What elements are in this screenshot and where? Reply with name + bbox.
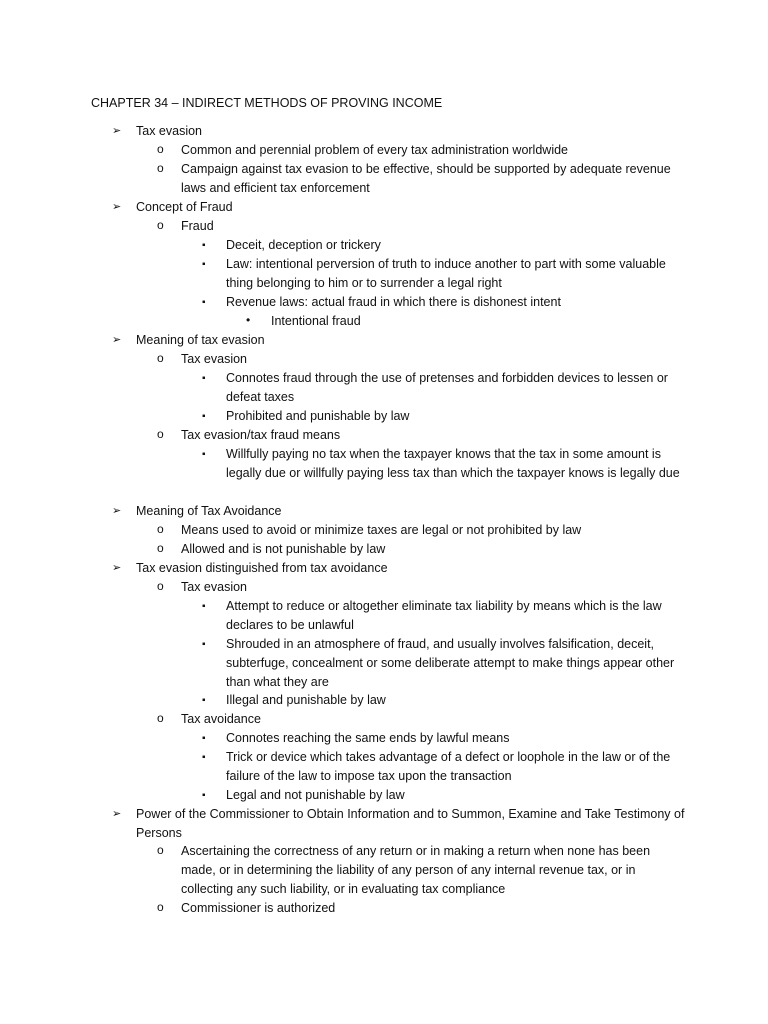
square-bullet-icon: ▪ (202, 240, 206, 251)
square-bullet-icon: ▪ (202, 297, 206, 308)
circle-bullet-icon: o (157, 351, 164, 365)
outline-item-level1 (157, 141, 681, 160)
outline-item-text: Connotes reaching the same ends by lawful means (226, 731, 510, 745)
arrow-bullet-icon: ➢ (112, 334, 122, 346)
outline-item-text: Common and perennial problem of every tax administration worldwide (181, 143, 568, 157)
outline-item-level2 (202, 729, 686, 748)
outline-item-text: Tax evasion (181, 580, 248, 594)
circle-bullet-icon: o (157, 522, 164, 536)
outline-item-text: Willfully paying no tax when the taxpayer knows that the tax in some amount is legally due or willfully paying less tax than which the taxpayer knows is legally due (226, 447, 680, 480)
square-bullet-icon: ▪ (202, 259, 206, 270)
circle-bullet-icon: o (157, 218, 164, 232)
outline-item-text: Concept of Fraud (136, 200, 233, 214)
outline-item-text: Connotes fraud through the use of pretenses and forbidden devices to lessen or defeat taxes (226, 371, 668, 404)
outline-item-level1 (157, 217, 681, 236)
outline-item-text: Campaign against tax evasion to be effective, should be supported by adequate revenue laws and efficient tax enforcement (181, 162, 671, 195)
circle-bullet-icon: o (157, 900, 164, 914)
square-bullet-icon: ▪ (202, 733, 206, 744)
circle-bullet-icon: o (157, 142, 164, 156)
square-bullet-icon: ▪ (202, 373, 206, 384)
outline-item-level1 (157, 540, 681, 559)
outline-item-level1 (157, 521, 681, 540)
square-bullet-icon: ▪ (202, 695, 206, 706)
outline-item-text: Attempt to reduce or altogether eliminate tax liability by means which is the law declares to be unlawful (226, 599, 662, 632)
outline-item-text: Allowed and is not punishable by law (181, 542, 386, 556)
square-bullet-icon: ▪ (202, 790, 206, 801)
outline-item-level0 (112, 122, 696, 141)
outline-item-text: Commissioner is authorized (181, 901, 336, 915)
outline-item-level2 (202, 236, 686, 255)
outline-item-level1 (157, 842, 681, 899)
outline-item-text: Tax evasion (181, 352, 248, 366)
circle-bullet-icon: o (157, 161, 164, 175)
arrow-bullet-icon: ➢ (112, 201, 122, 213)
outline-item-level2 (202, 691, 686, 710)
outline-item-level0 (112, 805, 696, 843)
square-bullet-icon: ▪ (202, 411, 206, 422)
outline-item-text: Fraud (181, 219, 214, 233)
outline-item-level1 (157, 899, 681, 918)
outline-item-text: Tax evasion distinguished from tax avoidance (136, 561, 388, 575)
circle-bullet-icon: o (157, 711, 164, 725)
outline-item-text: Tax avoidance (181, 712, 261, 726)
arrow-bullet-icon: ➢ (112, 505, 122, 517)
outline-item-text: Revenue laws: actual fraud in which there is dishonest intent (226, 295, 561, 309)
outline-item-text: Prohibited and punishable by law (226, 409, 410, 423)
outline-item-level0 (112, 198, 696, 217)
circle-bullet-icon: o (157, 427, 164, 441)
square-bullet-icon: ▪ (202, 449, 206, 460)
outline-item-level2 (202, 369, 686, 407)
outline-item-level1 (157, 710, 681, 729)
circle-bullet-icon: o (157, 843, 164, 857)
outline-item-text: Ascertaining the correctness of any return or in making a return when none has been made, or in determining the liability of any person of any internal revenue tax, or in collecting any such liability, or in evaluating tax compliance (181, 844, 651, 896)
outline-item-level2 (202, 293, 686, 312)
outline-item-text: Means used to avoid or minimize taxes are legal or not prohibited by law (181, 523, 582, 537)
outline-item-level1 (157, 426, 681, 445)
square-bullet-icon: ▪ (202, 639, 206, 650)
outline-item-level2 (202, 255, 686, 293)
arrow-bullet-icon: ➢ (112, 125, 122, 137)
outline-item-text: Shrouded in an atmosphere of fraud, and usually involves falsification, deceit, subterfuge, concealment or some deliberate attempt to make things appear other than what they are (226, 637, 675, 689)
outline-item-level2 (202, 407, 686, 426)
circle-bullet-icon: o (157, 541, 164, 555)
arrow-bullet-icon: ➢ (112, 808, 122, 820)
outline-item-level2 (202, 786, 686, 805)
outline-item-level2 (202, 445, 686, 483)
outline-item-level0 (112, 559, 696, 578)
square-bullet-icon: ▪ (202, 601, 206, 612)
outline-item-level1 (157, 578, 681, 597)
circle-bullet-icon: o (157, 579, 164, 593)
square-bullet-icon: ▪ (202, 752, 206, 763)
outline-item-level0 (112, 502, 696, 521)
arrow-bullet-icon: ➢ (112, 562, 122, 574)
outline-item-text: Meaning of tax evasion (136, 333, 265, 347)
outline-item-level2 (202, 635, 686, 692)
outline-item-text: Law: intentional perversion of truth to induce another to part with some valuable thing belonging to him or to surrender a legal right (226, 257, 666, 290)
outline-item-level3 (246, 312, 691, 331)
outline-item-text: Meaning of Tax Avoidance (136, 504, 282, 518)
outline-item-level2 (202, 597, 686, 635)
outline-item-level0 (112, 331, 696, 350)
outline-item-text: Deceit, deception or trickery (226, 238, 381, 252)
outline-item-level2 (202, 748, 686, 786)
outline-item-text: Legal and not punishable by law (226, 788, 405, 802)
chapter-title: CHAPTER 34 – INDIRECT METHODS OF PROVING INCOME (91, 96, 443, 110)
outline-item-level1 (157, 160, 681, 198)
outline-item-text: Tax evasion/tax fraud means (181, 428, 341, 442)
outline-item-text: Intentional fraud (271, 314, 361, 328)
outline-item-text: Power of the Commissioner to Obtain Information and to Summon, Examine and Take Testimony of Persons (136, 807, 685, 840)
dot-bullet-icon: • (246, 313, 251, 327)
outline-item-text: Tax evasion (136, 124, 203, 138)
outline-item-text: Illegal and punishable by law (226, 693, 386, 707)
outline-item-level1 (157, 350, 681, 369)
outline-item-text: Trick or device which takes advantage of a defect or loophole in the law or of the failure of the law to impose tax upon the transaction (226, 750, 671, 783)
